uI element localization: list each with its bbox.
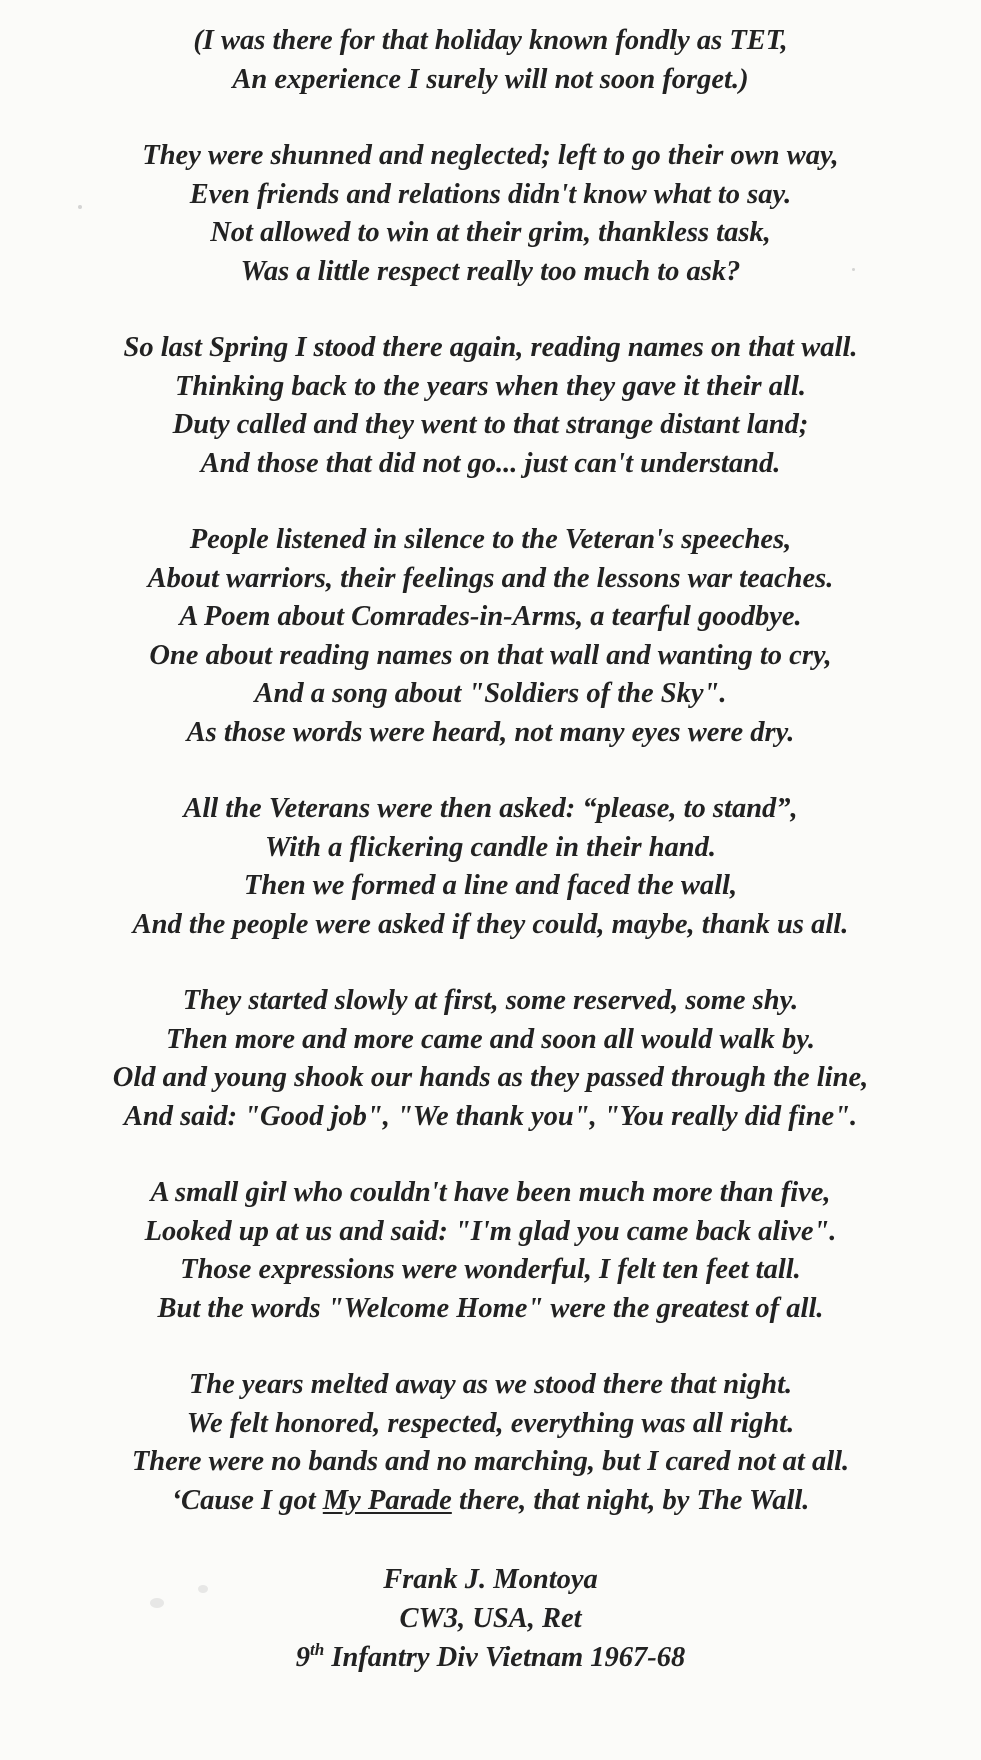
poem-line: A small girl who couldn't have been much more than five, bbox=[150, 1177, 831, 1208]
poem-line: A Poem about Comrades-in-Arms, a tearful goodbye. bbox=[179, 601, 802, 632]
poem-line: (I was there for that holiday known fondly as TET, bbox=[193, 25, 788, 56]
poem-line: One about reading names on that wall and wanting to cry, bbox=[149, 639, 832, 671]
stanza bbox=[0, 521, 981, 752]
poem-line: And those that did not go... just can't understand. bbox=[200, 447, 781, 479]
stanza bbox=[0, 329, 981, 483]
poem-line: Then we formed a line and faced the wall, bbox=[243, 870, 738, 901]
stanza-final bbox=[0, 1366, 981, 1520]
poem-line: Old and young shook our hands as they passed through the line, bbox=[112, 1062, 869, 1093]
poem-line: An experience I surely will not soon forget.) bbox=[232, 63, 749, 95]
paper-speck bbox=[78, 205, 82, 209]
poem-line: And a song about "Soldiers of the Sky". bbox=[254, 678, 727, 709]
poem-line: There were no bands and no marching, but I cared not at all. bbox=[131, 1446, 850, 1477]
poem-body bbox=[0, 22, 981, 1328]
unit-number: 9 bbox=[295, 1642, 310, 1673]
poem-line: And the people were asked if they could, maybe, thank us all. bbox=[132, 908, 849, 940]
poem-line: Looked up at us and said: "I'm glad you came back alive". bbox=[144, 1215, 837, 1247]
poem-line: Thinking back to the years when they gave it their all. bbox=[175, 370, 806, 402]
poem-line: Duty called and they went to that strange distant land; bbox=[172, 409, 809, 440]
stanza bbox=[0, 790, 981, 944]
unit-rest: Infantry Div Vietnam 1967-68 bbox=[324, 1642, 686, 1673]
unit-suffix: th bbox=[309, 1639, 325, 1659]
poem-line: They were shunned and neglected; left to go their own way, bbox=[142, 140, 839, 171]
poem-line: But the words "Welcome Home" were the greatest of all. bbox=[157, 1292, 824, 1324]
paper-speck bbox=[852, 268, 855, 271]
stanza bbox=[0, 137, 981, 291]
poem-line: Even friends and relations didn't know what to say. bbox=[189, 178, 792, 210]
poem-line: Then more and more came and soon all would walk by. bbox=[166, 1023, 815, 1055]
author-name: Frank J. Montoya bbox=[383, 1564, 598, 1595]
poem-line-part: ‘Cause I got bbox=[171, 1484, 323, 1516]
paper-speck bbox=[150, 1598, 164, 1608]
poem-line-part: there, that night, by The Wall. bbox=[451, 1484, 810, 1516]
author-unit bbox=[0, 1638, 981, 1677]
poem-line: As those words were heard, not many eyes were dry. bbox=[186, 716, 795, 748]
poem-line: So last Spring I stood there again, reading names on that wall. bbox=[123, 332, 858, 363]
stanza bbox=[0, 22, 981, 99]
poem-line: All the Veterans were then asked: “please, to stand”, bbox=[183, 793, 798, 824]
stanza bbox=[0, 1174, 981, 1328]
poem-line: And said: "Good job", "We thank you", "You really did fine". bbox=[123, 1100, 858, 1132]
author-rank: CW3, USA, Ret bbox=[399, 1603, 582, 1634]
paper-speck bbox=[198, 1585, 208, 1593]
stanza bbox=[0, 982, 981, 1136]
poem-line: Not allowed to win at their grim, thankless task, bbox=[210, 217, 771, 248]
poem-line: With a flickering candle in their hand. bbox=[264, 831, 717, 863]
poem-line: We felt honored, respected, everything was all right. bbox=[186, 1407, 795, 1439]
poem-line: The years melted away as we stood there that night. bbox=[188, 1369, 793, 1400]
poem-line: They started slowly at first, some reserved, some shy. bbox=[182, 985, 799, 1016]
poem-line-final bbox=[0, 1482, 981, 1521]
poem-line: People listened in silence to the Veteran's speeches, bbox=[189, 524, 792, 555]
signature-block bbox=[0, 1560, 981, 1677]
poem-line: Those expressions were wonderful, I felt ten feet tall. bbox=[180, 1254, 801, 1285]
poem-line: About warriors, their feelings and the lessons war teaches. bbox=[147, 562, 834, 594]
poem-line: Was a little respect really too much to ask? bbox=[240, 255, 741, 287]
underlined-title: My Parade bbox=[322, 1484, 452, 1516]
